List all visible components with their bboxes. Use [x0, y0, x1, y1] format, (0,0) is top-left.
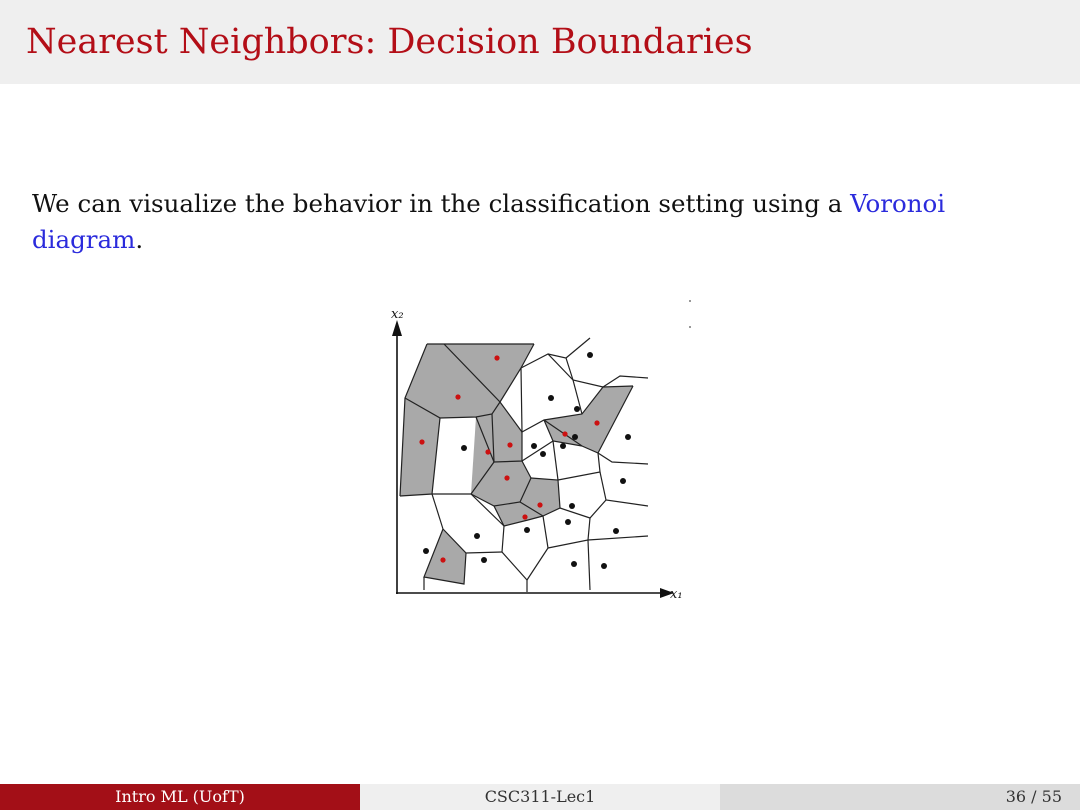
voronoi-edge — [560, 500, 606, 518]
black-point — [601, 563, 607, 569]
red-point — [594, 420, 599, 425]
red-point — [419, 439, 424, 444]
body-text-end: . — [135, 225, 144, 254]
voronoi-edge — [588, 536, 648, 540]
stray-mark — [689, 300, 691, 302]
black-point — [548, 395, 554, 401]
voronoi-figure — [380, 300, 700, 605]
black-point — [587, 352, 593, 358]
black-point — [565, 519, 571, 525]
black-point — [540, 451, 546, 457]
red-point — [537, 502, 542, 507]
voronoi-edge — [522, 441, 553, 461]
black-point — [569, 503, 575, 509]
voronoi-diagram-link[interactable]: Voronoi diagram — [32, 189, 946, 254]
voronoi-edge — [502, 526, 527, 580]
black-point — [423, 548, 429, 554]
black-point — [613, 528, 619, 534]
stray-mark — [689, 326, 691, 328]
voronoi-edge — [521, 354, 633, 387]
black-point — [574, 406, 580, 412]
shaded-region — [424, 529, 466, 584]
red-point — [440, 557, 445, 562]
title-bar — [0, 0, 1080, 84]
voronoi-edge — [432, 494, 443, 529]
black-point — [461, 445, 467, 451]
red-point — [494, 355, 499, 360]
shaded-region — [582, 386, 633, 453]
black-point — [560, 443, 566, 449]
red-point — [522, 514, 527, 519]
footer-page-number: 36 / 55 — [720, 784, 1080, 810]
black-point — [571, 561, 577, 567]
red-point — [485, 449, 490, 454]
red-point — [562, 431, 567, 436]
footer-course: Intro ML (UofT) — [0, 784, 360, 810]
black-point — [474, 533, 480, 539]
voronoi-edge — [600, 472, 648, 506]
body-text-start: We can visualize the behavior in the classification setting using a — [32, 189, 851, 218]
voronoi-edge — [527, 548, 548, 580]
black-point — [524, 527, 530, 533]
red-point — [504, 475, 509, 480]
red-point — [507, 442, 512, 447]
x-axis-label: x₁ — [670, 587, 683, 602]
stray-marks — [689, 300, 691, 328]
voronoi-edge — [566, 338, 590, 358]
footer-bar — [0, 784, 1080, 810]
footer-lecture: CSC311-Lec1 — [360, 784, 720, 810]
voronoi-edge — [553, 441, 558, 480]
y-axis-arrow — [392, 320, 402, 336]
voronoi-edge — [603, 376, 648, 387]
black-point — [620, 478, 626, 484]
body-paragraph — [32, 186, 1042, 258]
black-point — [625, 434, 631, 440]
black-point — [572, 434, 578, 440]
black-point — [481, 557, 487, 563]
slide-title: Nearest Neighbors: Decision Boundaries — [26, 22, 753, 62]
y-axis-label: x₂ — [391, 307, 404, 322]
voronoi-edge — [598, 453, 648, 464]
red-point — [455, 394, 460, 399]
voronoi-edge — [588, 540, 590, 590]
voronoi-edge — [558, 453, 600, 480]
black-point — [531, 443, 537, 449]
